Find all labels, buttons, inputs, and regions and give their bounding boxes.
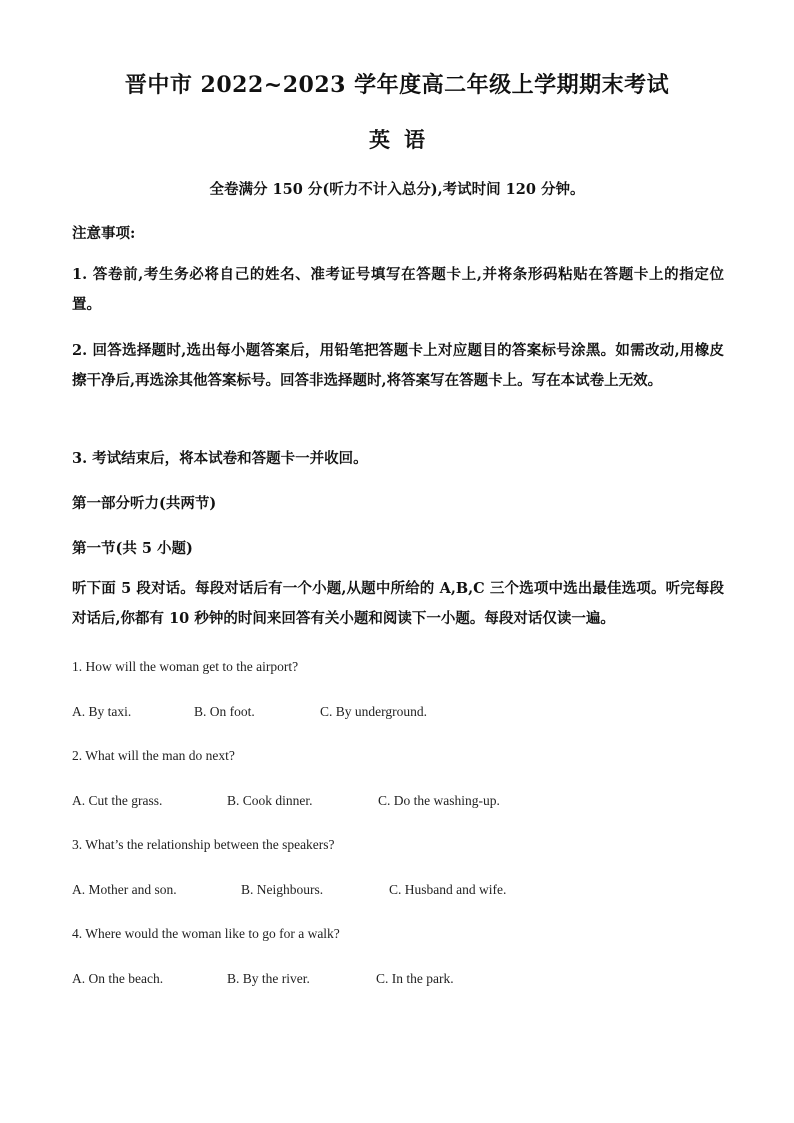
- option-c: C. Do the washing-up.: [378, 793, 500, 808]
- option-b: B. Cook dinner.: [227, 793, 313, 808]
- listening-instructions: 听下面 5 段对话。每段对话后有一个小题,从题中所给的 A,B,C 三个选项中选出最佳选项。听完每段对话后,你都有 10 秒钟的时间来回答有关小题和阅读下一小题。每段对话仅读一遍。: [72, 580, 724, 627]
- notice-heading: 注意事项:: [72, 225, 136, 242]
- option-c: C. By underground.: [320, 704, 427, 719]
- option-a: A. On the beach.: [72, 971, 164, 986]
- option-a: A. Cut the grass.: [72, 793, 163, 808]
- subject-title: 英语: [369, 127, 439, 152]
- question-stem: 4. Where would the woman like to go for a walk?: [72, 926, 340, 941]
- notice-item-2: 2. 回答选择题时,选出每小题答案后，用铅笔把答题卡上对应题目的答案标号涂黑。如需改动,用橡皮擦干净后,再选涂其他答案标号。回答非选择题时,将答案写在答题卡上。写在本试卷上无效。: [72, 342, 724, 389]
- question-stem: 2. What will the man do next?: [72, 748, 235, 763]
- score-note: 全卷满分 150 分(听力不计入总分),考试时间 120 分钟。: [209, 181, 585, 198]
- option-b: B. By the river.: [227, 971, 310, 986]
- notice-item-1: 1. 答卷前,考生务必将自己的姓名、准考证号填写在答题卡上,并将条形码粘贴在答题卡上的指定位置。: [72, 266, 724, 313]
- question-stem: 1. How will the woman get to the airport?: [72, 659, 299, 674]
- section1-heading: 第一节(共 5 小题): [72, 540, 193, 557]
- option-b: B. On foot.: [194, 704, 255, 719]
- option-a: A. Mother and son.: [72, 882, 177, 897]
- option-a: A. By taxi.: [72, 704, 132, 719]
- option-c: C. Husband and wife.: [389, 882, 507, 897]
- option-c: C. In the park.: [376, 971, 454, 986]
- question-stem: 3. What’s the relationship between the speakers?: [72, 837, 335, 852]
- notice-item-3: 3. 考试结束后，将本试卷和答题卡一并收回。: [72, 450, 368, 467]
- option-b: B. Neighbours.: [241, 882, 324, 897]
- exam-title: 晋中市 2022~2023 学年度高二年级上学期期末考试: [124, 72, 670, 98]
- part1-heading: 第一部分听力(共两节): [72, 495, 217, 512]
